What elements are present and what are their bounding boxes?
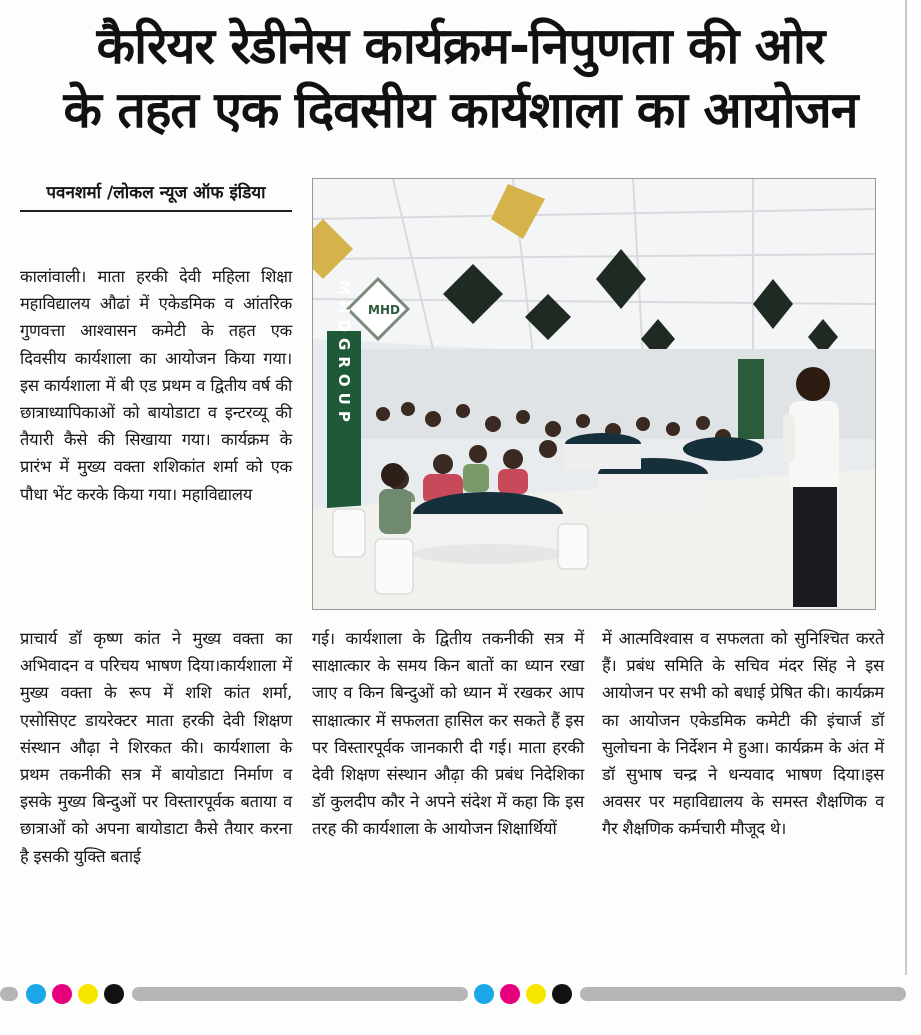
headline xyxy=(0,14,921,142)
black-registration-dot xyxy=(104,984,124,1004)
page-edge-rule xyxy=(905,0,907,975)
sign-logo-text: MHD xyxy=(368,303,400,317)
workshop-photo-illustration xyxy=(313,179,875,609)
banner-text: MHDGROUP xyxy=(335,280,353,428)
yellow-registration-dot xyxy=(78,984,98,1004)
article-column-3: में आत्मविश्वास व सफलता को सुनिश्चित करते हैं। प्रबंध समिति के सचिव मंदर सिंह ने इस आयोजन पर सभी को बधाई प्रेषित की। कार्यक्रम का आयोजन एकेडमिक कमेटी की इंचार्ज डॉ सुलोचना के निर्देशन मे हुआ। कार्यक्रम के अंत में डॉ सुभाष चन्द्र ने धन्यवाद भाषण दिया।इस अवसर पर महाविद्यालय के समस्त शैक्षणिक व गैर शैक्षणिक कर्मचारी मौजूद थे। xyxy=(602,629,884,839)
headline-line-1: कैरियर रेडीनेस कार्यक्रम-निपुणता की ओर xyxy=(96,17,825,75)
yellow-registration-dot xyxy=(526,984,546,1004)
magenta-registration-dot xyxy=(500,984,520,1004)
black-registration-dot xyxy=(552,984,572,1004)
article-column-1-top: कालांवाली। माता हरकी देवी महिला शिक्षा महाविद्यालय औढां में एकेडमिक व आंतरिक गुणवत्ता आश्वासन कमेटी के तहत एक दिवसीय कार्यशाला का आयोजन किया गया। इस कार्यशाला में बी एड प्रथम व द्वितीय वर्ष की छात्राध्यापिकाओं को बायोडाटा व इन्टरव्यू की तैयारी कैसे की सिखाया गया। कार्यक्रम के प्रारंभ में मुख्य वक्ता शशिकांत शर्मा को एक पौधा भेंट करके किया गया। महाविद्यालय xyxy=(20,267,292,504)
article-column-2: गई। कार्यशाला के द्वितीय तकनीकी सत्र में साक्षात्कार के समय किन बातों का ध्यान रखा जाए व किन बिन्दुओं को ध्यान में रखकर आप साक्षात्कार में सफलता हासिल कर सकते हैं इस पर विस्तारपूर्वक जानकारी दी गई। माता हरकी देवी शिक्षण संस्थान औढ़ा की प्रबंध निदेशिका डॉ कुलदीप कौर ने अपने संदेश में कहा कि इस तरह की कार्यशाला के आयोजन शिक्षार्थियों xyxy=(312,629,584,839)
registration-bar xyxy=(0,987,18,1001)
print-registration-strip xyxy=(0,982,921,1006)
cyan-registration-dot xyxy=(26,984,46,1004)
cyan-registration-dot xyxy=(474,984,494,1004)
headline-line-2: के तहत एक दिवसीय कार्यशाला का आयोजन xyxy=(63,81,858,139)
registration-bar xyxy=(132,987,468,1001)
magenta-registration-dot xyxy=(52,984,72,1004)
article-column-1-bottom: प्राचार्य डॉ कृष्ण कांत ने मुख्य वक्ता का अभिवादन व परिचय भाषण दिया।कार्यशाला में मुख्य वक्ता के रूप में शशि कांत शर्मा, एसोसिएट डायरेक्टर माता हरकी देवी शिक्षण संस्थान औढ़ा ने शिरकत की। कार्यशाला के प्रथम तकनीकी सत्र में बायोडाटा निर्माण व इसके मुख्य बिन्दुओं पर विस्तारपूर्वक बताया व छात्राओं को अपना बायोडाटा कैसे तैयार करना है इसकी युक्ति बताई xyxy=(20,629,292,866)
byline: पवनशर्मा /लोकल न्यूज ऑफ इंडिया xyxy=(20,180,292,212)
event-photo xyxy=(312,178,876,610)
registration-bar xyxy=(580,987,906,1001)
